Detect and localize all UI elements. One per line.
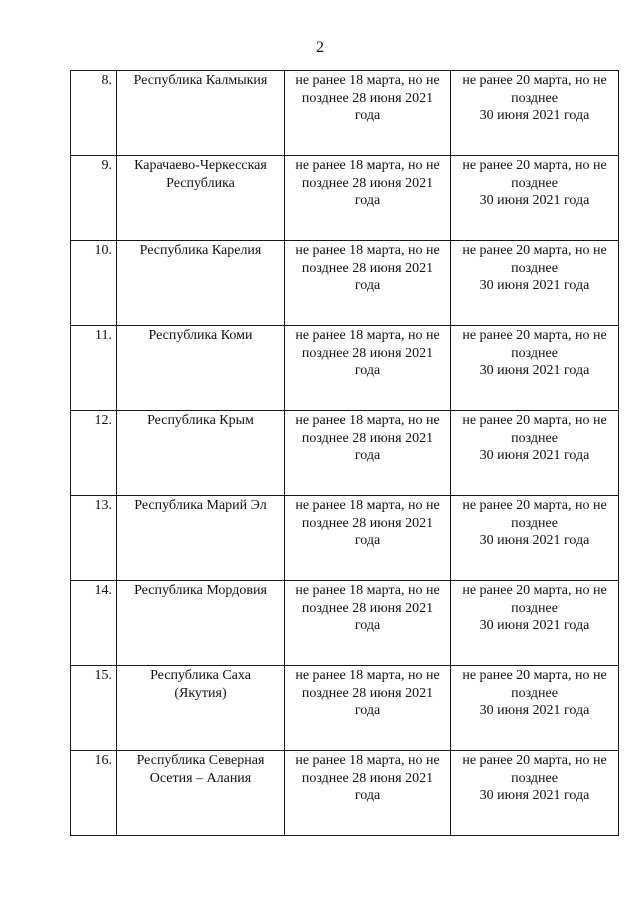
region-name: Республика Марий Эл	[117, 496, 285, 581]
end-period: не ранее 20 марта, но не позднее 30 июня 2021 года	[451, 326, 619, 411]
schedule-table	[70, 70, 619, 836]
start-period: не ранее 18 марта, но не позднее 28 июня 2021 года	[285, 751, 451, 836]
table-row	[71, 411, 619, 496]
row-number: 11.	[71, 326, 117, 411]
end-period: не ранее 20 марта, но не позднее 30 июня 2021 года	[451, 666, 619, 751]
table-row	[71, 71, 619, 156]
row-number: 9.	[71, 156, 117, 241]
region-name: Республика Мордовия	[117, 581, 285, 666]
start-period: не ранее 18 марта, но не позднее 28 июня 2021 года	[285, 71, 451, 156]
table-row	[71, 751, 619, 836]
end-period: не ранее 20 марта, но не позднее 30 июня 2021 года	[451, 241, 619, 326]
row-number: 15.	[71, 666, 117, 751]
start-period: не ранее 18 марта, но не позднее 28 июня 2021 года	[285, 156, 451, 241]
region-name: Карачаево-Черкесская Республика	[117, 156, 285, 241]
table-row	[71, 496, 619, 581]
start-period: не ранее 18 марта, но не позднее 28 июня 2021 года	[285, 411, 451, 496]
end-period: не ранее 20 марта, но не позднее 30 июня 2021 года	[451, 496, 619, 581]
table-row	[71, 326, 619, 411]
row-number: 12.	[71, 411, 117, 496]
table-row	[71, 666, 619, 751]
end-period: не ранее 20 марта, но не позднее 30 июня 2021 года	[451, 581, 619, 666]
row-number: 14.	[71, 581, 117, 666]
region-name: Республика Северная Осетия – Алания	[117, 751, 285, 836]
start-period: не ранее 18 марта, но не позднее 28 июня 2021 года	[285, 496, 451, 581]
row-number: 13.	[71, 496, 117, 581]
start-period: не ранее 18 марта, но не позднее 28 июня 2021 года	[285, 666, 451, 751]
region-name: Республика Саха (Якутия)	[117, 666, 285, 751]
region-name: Республика Калмыкия	[117, 71, 285, 156]
table-row	[71, 156, 619, 241]
start-period: не ранее 18 марта, но не позднее 28 июня 2021 года	[285, 241, 451, 326]
start-period: не ранее 18 марта, но не позднее 28 июня 2021 года	[285, 581, 451, 666]
end-period: не ранее 20 марта, но не позднее 30 июня 2021 года	[451, 71, 619, 156]
table-row	[71, 581, 619, 666]
row-number: 8.	[71, 71, 117, 156]
end-period: не ранее 20 марта, но не позднее 30 июня 2021 года	[451, 156, 619, 241]
region-name: Республика Карелия	[117, 241, 285, 326]
row-number: 10.	[71, 241, 117, 326]
row-number: 16.	[71, 751, 117, 836]
end-period: не ранее 20 марта, но не позднее 30 июня 2021 года	[451, 411, 619, 496]
end-period: не ранее 20 марта, но не позднее 30 июня 2021 года	[451, 751, 619, 836]
region-name: Республика Крым	[117, 411, 285, 496]
table-row	[71, 241, 619, 326]
region-name: Республика Коми	[117, 326, 285, 411]
page-number: 2	[316, 39, 324, 56]
start-period: не ранее 18 марта, но не позднее 28 июня 2021 года	[285, 326, 451, 411]
